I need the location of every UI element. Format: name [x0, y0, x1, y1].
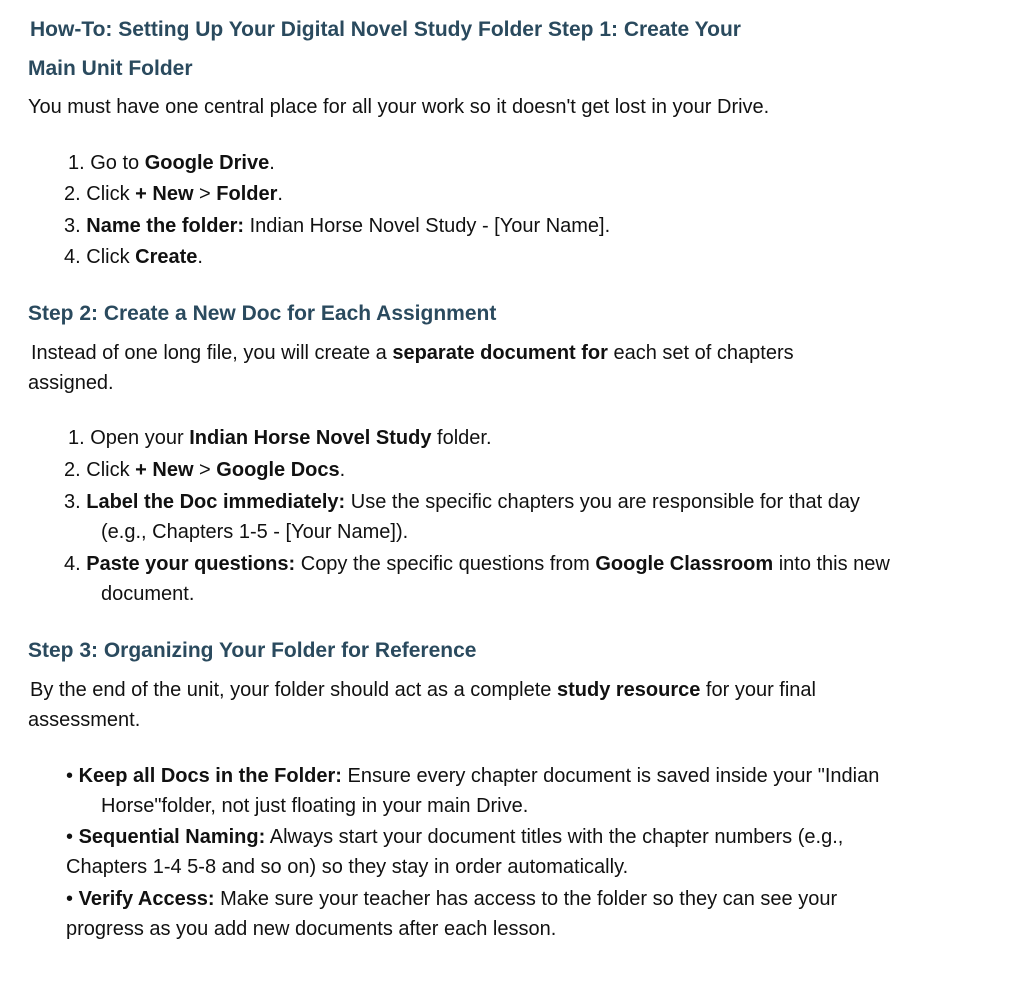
list-text: . — [339, 459, 346, 481]
step2-item-3-continued: (e.g., Chapters 1-5 - [Your Name]). — [101, 521, 409, 543]
list-number: 1. — [68, 427, 85, 449]
intro-text: Instead of one long file, you will create a — [31, 342, 393, 364]
list-number: 2. — [64, 183, 81, 205]
intro-bold: separate document for — [392, 342, 608, 364]
step1-item-3 — [64, 211, 610, 241]
list-bold: Name the folder: — [86, 215, 245, 237]
list-text: > — [193, 183, 217, 205]
step2-intro — [31, 338, 794, 368]
list-text: Make sure your teacher has access to the folder so they can see your — [214, 888, 838, 910]
list-text: Go to — [90, 152, 145, 174]
list-bold: + New — [135, 183, 194, 205]
list-number: 3. — [64, 491, 81, 513]
list-bold: Create — [135, 246, 198, 268]
list-text: > — [193, 459, 217, 481]
list-text: Open your — [90, 427, 190, 449]
step2-item-3 — [64, 487, 860, 517]
list-text: Click — [86, 183, 136, 205]
step3-heading: Step 3: Organizing Your Folder for Reference — [28, 639, 477, 662]
step1-item-1 — [68, 148, 275, 178]
step1-intro: You must have one central place for all your work so it doesn't get lost in your Drive. — [28, 96, 770, 118]
list-text: Click — [86, 459, 136, 481]
step1-item-2 — [64, 179, 283, 209]
list-bold: Google Docs — [216, 459, 340, 481]
list-text: Indian Horse Novel Study - [Your Name]. — [244, 215, 611, 237]
list-text: Ensure every chapter document is saved inside your "Indian — [341, 765, 880, 787]
step2-intro-continued: assigned. — [28, 372, 114, 394]
list-bold: Sequential Naming: — [78, 826, 266, 848]
list-text: Copy the specific questions from — [295, 553, 596, 575]
step3-bullet-1 — [66, 761, 879, 791]
intro-text: for your final — [700, 679, 816, 701]
list-text: folder. — [431, 427, 492, 449]
step3-bullet-3-continued: progress as you add new documents after each lesson. — [66, 918, 557, 940]
intro-text: each set of chapters — [607, 342, 794, 364]
list-bold: Verify Access: — [78, 888, 215, 910]
list-bold: Google Classroom — [595, 553, 774, 575]
bullet-icon: • — [66, 826, 74, 848]
list-text: Click — [86, 246, 136, 268]
list-number: 2. — [64, 459, 81, 481]
step3-bullet-2-continued: Chapters 1-4 5-8 and so on) so they stay in order automatically. — [66, 856, 629, 878]
step3-bullet-2 — [66, 822, 843, 852]
step2-heading: Step 2: Create a New Doc for Each Assignment — [28, 302, 497, 325]
step1-item-4 — [64, 242, 203, 272]
list-text: Use the specific chapters you are responsible for that day — [345, 491, 860, 513]
step2-item-4 — [64, 549, 890, 579]
step3-bullet-1-continued: Horse"folder, not just floating in your main Drive. — [101, 795, 529, 817]
list-bold: Indian Horse Novel Study — [189, 427, 432, 449]
list-text: into this new — [773, 553, 890, 575]
step2-item-2 — [64, 455, 345, 485]
step2-item-1 — [68, 423, 492, 453]
step3-intro-continued: assessment. — [28, 709, 141, 731]
list-text: . — [269, 152, 275, 174]
list-number: 3. — [64, 215, 81, 237]
bullet-icon: • — [66, 888, 74, 910]
list-bold: Paste your questions: — [86, 553, 296, 575]
intro-text: By the end of the unit, your folder should act as a complete — [30, 679, 557, 701]
step2-item-4-continued: document. — [101, 583, 195, 605]
step3-bullet-3 — [66, 884, 837, 914]
list-text: . — [277, 183, 283, 205]
list-number: 1. — [68, 152, 85, 174]
step3-intro — [30, 675, 816, 705]
list-bold: Google Drive — [144, 152, 270, 174]
list-bold: Keep all Docs in the Folder: — [78, 765, 342, 787]
list-text: Always start your document titles with the chapter numbers (e.g., — [265, 826, 844, 848]
intro-bold: study resource — [556, 679, 701, 701]
list-bold: Folder — [216, 183, 278, 205]
list-number: 4. — [64, 553, 81, 575]
page-title-continued: Main Unit Folder — [28, 57, 193, 80]
list-bold: Label the Doc immediately: — [86, 491, 346, 513]
bullet-icon: • — [66, 765, 74, 787]
list-bold: + New — [135, 459, 194, 481]
page-title: How-To: Setting Up Your Digital Novel Study Folder Step 1: Create Your — [30, 18, 741, 41]
list-number: 4. — [64, 246, 81, 268]
list-text: . — [197, 246, 203, 268]
